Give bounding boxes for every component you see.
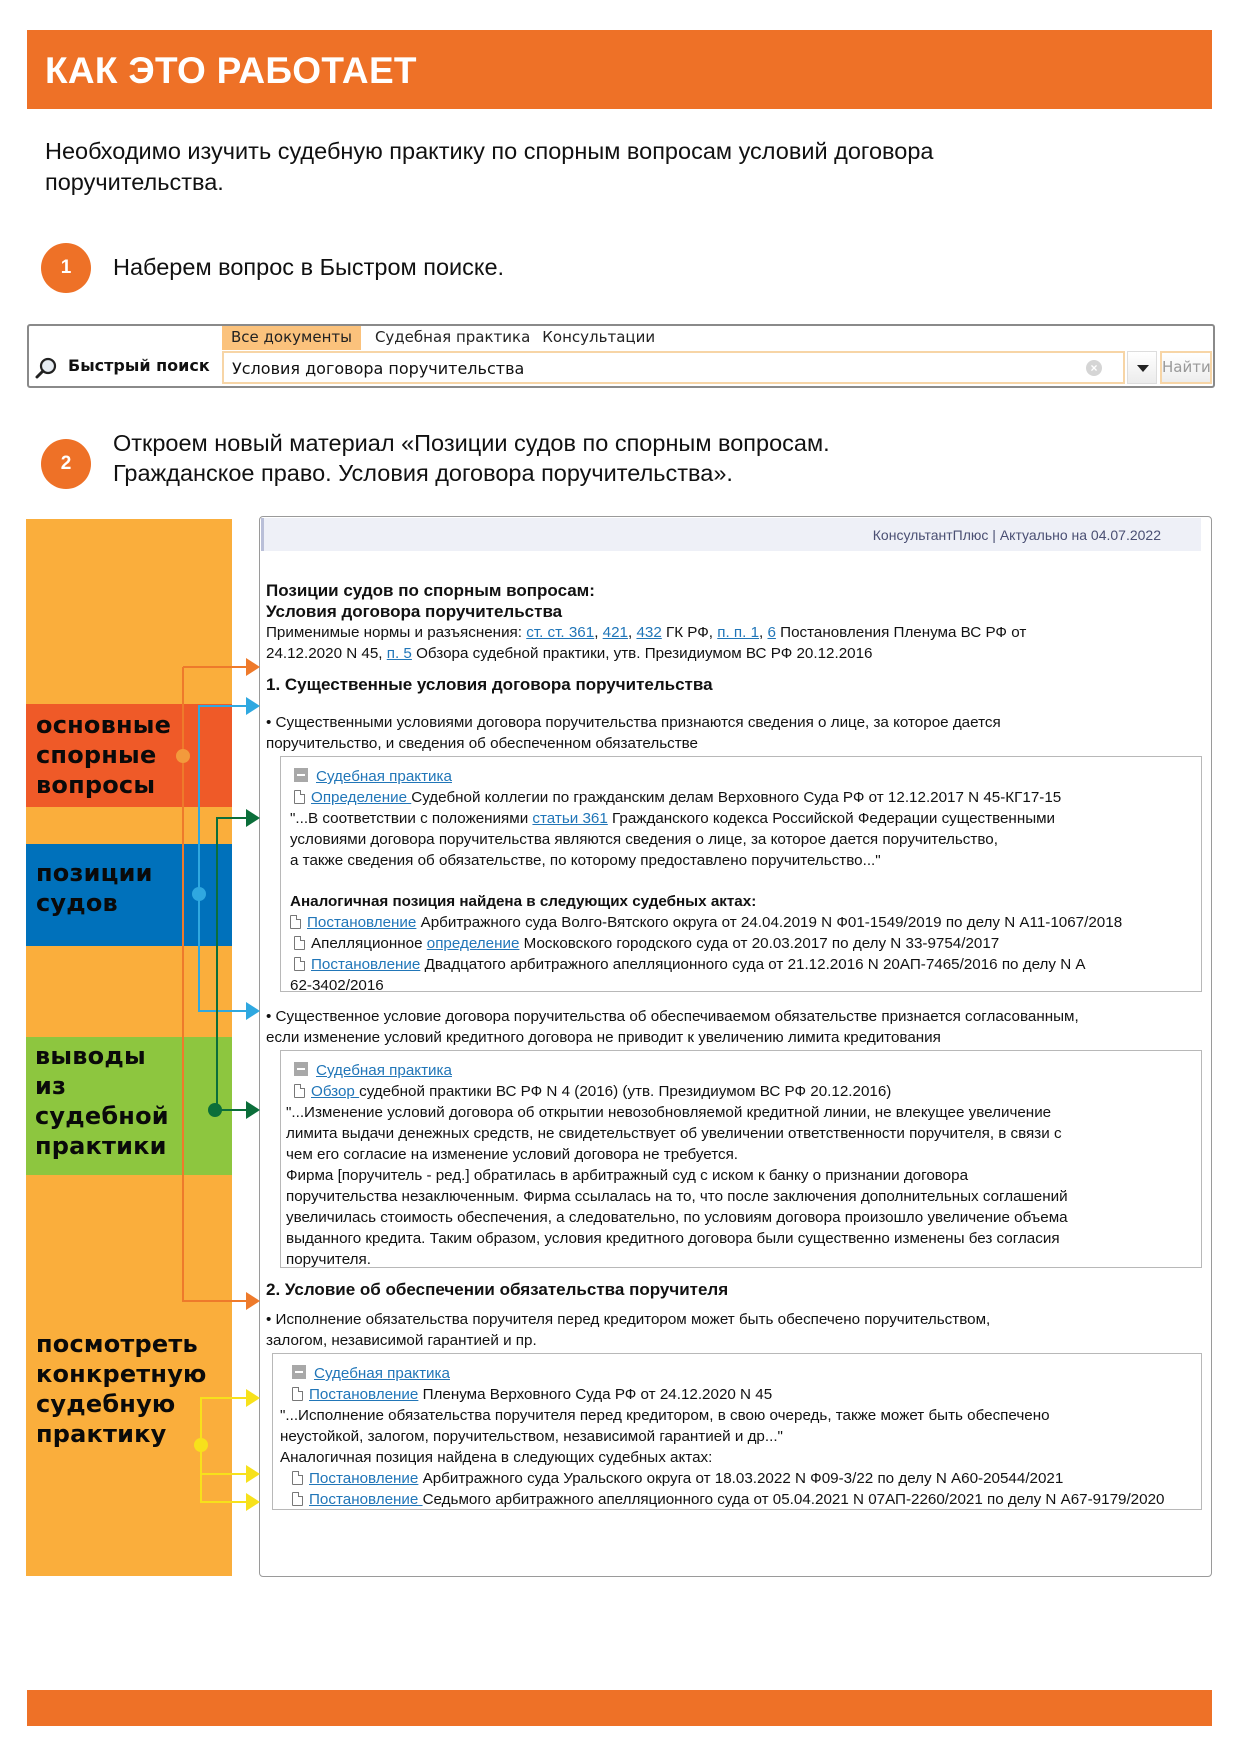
document-icon	[294, 936, 305, 950]
history-dropdown-button[interactable]	[1127, 351, 1157, 384]
position-2-line-1: • Существенное условие договора поручительства об обеспечиваемом обязательстве признается согласованным,	[266, 1008, 1079, 1025]
intro-text	[45, 136, 1145, 198]
practice-toggle[interactable]: Судебная практика	[294, 766, 452, 787]
arrow-right-icon	[246, 1389, 260, 1407]
step-1-text: Наберем вопрос в Быстром поиске.	[113, 254, 505, 280]
position-3-line-1: • Исполнение обязательства поручителя перед кредитором может быть обеспечено поручительством,	[266, 1311, 991, 1328]
quote-line: "...В соответствии с положениями статьи 361 Гражданского кодекса Российской Федерации существенными	[290, 810, 1056, 827]
quote-line: поручительства незаключенным. Фирма ссылалась на то, что после заключения дополнительных соглашений	[286, 1188, 1068, 1205]
document-icon	[292, 1387, 303, 1401]
legend-main-questions	[26, 704, 232, 807]
step-number-badge: 2	[41, 439, 91, 489]
collapse-icon[interactable]	[294, 768, 308, 782]
arrow-right-icon	[246, 1465, 260, 1483]
find-button[interactable]: Найти	[1160, 351, 1212, 384]
collapse-icon[interactable]	[292, 1365, 306, 1379]
clear-icon[interactable]: ×	[1086, 360, 1102, 376]
section-2-heading[interactable]: 2. Условие об обеспечении обязательства поручителя	[266, 1280, 729, 1299]
article-link[interactable]: статьи 361	[532, 810, 608, 827]
legend-label: позиции судов	[36, 859, 153, 917]
norm-link[interactable]: п. п. 1	[717, 624, 760, 641]
arrow-right-icon	[246, 809, 260, 827]
similar-act-cont: 62-3402/2016	[290, 977, 384, 994]
norm-link[interactable]: ст. ст. 361	[526, 624, 595, 641]
document-window	[259, 516, 1212, 1577]
similar-act: Постановление Арбитражного суда Уральского округа от 18.03.2022 N Ф09-3/22 по делу N А60-20544/2021	[292, 1468, 1063, 1489]
quote-line: выданного кредита. Таким образом, условия кредитного договора были существенно изменены без согласия	[286, 1230, 1060, 1247]
legend-label: выводы из судебной практики	[35, 1042, 169, 1160]
norms-line-2: 24.12.2020 N 45, п. 5 Обзора судебной практики, утв. Президиумом ВС РФ 20.12.2016	[266, 645, 873, 662]
tab-consultations[interactable]: Консультации	[542, 328, 656, 346]
title-banner	[27, 30, 1212, 109]
arrow-right-icon	[246, 1002, 260, 1020]
arrow-right-icon	[246, 658, 260, 676]
practice-toggle[interactable]: Судебная практика	[294, 1060, 452, 1081]
similar-act: Постановление Арбитражного суда Волго-Вятского округа от 24.04.2019 N Ф01-1549/2019 по делу N А11-1067/2018	[290, 912, 1122, 933]
document-status: КонсультантПлюс | Актуально на 04.07.2022	[872, 527, 1161, 543]
practice-doc: Определение Судебной коллегии по гражданским делам Верховного Суда РФ от 12.12.2017 N 45-КГ17-15	[294, 787, 1061, 808]
quote-line: Фирма [поручитель - ред.] обратилась в арбитражный суд с иском к банку о признании договора	[286, 1167, 969, 1184]
legend-label: основные спорные вопросы	[36, 711, 172, 799]
quote-line: неустойкой, залогом, поручительством, независимой гарантией и др..."	[280, 1428, 783, 1445]
similar-act: Апелляционное определение Московского городского суда от 20.03.2017 по делу N 33-9754/2017	[294, 933, 999, 954]
practice-doc: Постановление Пленума Верховного Суда РФ от 24.12.2020 N 45	[292, 1384, 772, 1405]
doc-link[interactable]: Постановление	[309, 1386, 419, 1403]
intro-line-2: поручительства.	[45, 169, 224, 195]
quote-line: лимита выдачи денежных средств, не свидетельствует об увеличении ответственности поручителя, в связи с	[286, 1125, 1062, 1142]
norm-link[interactable]: 432	[636, 624, 662, 641]
arrow-right-icon	[246, 1292, 260, 1310]
similar-heading: Аналогичная позиция найдена в следующих судебных актах:	[290, 893, 757, 910]
collapse-icon[interactable]	[294, 1062, 308, 1076]
norms-line-1: Применимые нормы и разъяснения: ст. ст. 361, 421, 432 ГК РФ, п. п. 1, 6 Постановления Пленума ВС РФ от	[266, 624, 1027, 641]
step-2-text-line-1: Откроем новый материал «Позиции судов по спорным вопросам.	[113, 430, 830, 456]
legend-practice-conclusions	[26, 1037, 232, 1175]
doc-title-1: Позиции судов по спорным вопросам:	[266, 581, 595, 600]
quick-search-bar	[27, 324, 1215, 388]
document-icon	[294, 1084, 305, 1098]
position-2-line-2: если изменение условий кредитного договора не приводит к увеличению лимита кредитования	[266, 1029, 941, 1046]
practice-doc: Обзор судебной практики ВС РФ N 4 (2016) (утв. Президиумом ВС РФ 20.12.2016)	[294, 1081, 891, 1102]
quick-search-label: Быстрый поиск	[68, 356, 210, 375]
position-1-line-1: • Существенными условиями договора поручительства признаются сведения о лице, за которое дается	[266, 714, 1001, 731]
practice-toggle[interactable]: Судебная практика	[292, 1363, 450, 1384]
search-field[interactable]	[222, 351, 1125, 384]
quote-line: "...Изменение условий договора об открытии невозобновляемой кредитной линии, не влекущее увеличение	[286, 1104, 1052, 1121]
document-header	[261, 518, 1201, 551]
position-3-line-2: залогом, независимой гарантией и пр.	[266, 1332, 537, 1349]
arrow-right-icon	[246, 697, 260, 715]
legend-column	[26, 519, 232, 1576]
similar-heading: Аналогичная позиция найдена в следующих судебных актах:	[280, 1449, 713, 1466]
legend-court-positions	[26, 844, 232, 946]
step-number-badge: 1	[41, 243, 91, 293]
footer-banner	[27, 1690, 1212, 1726]
doc-title-2: Условия договора поручительства	[266, 602, 563, 621]
document-icon	[292, 1492, 303, 1506]
doc-link[interactable]: Определение	[311, 789, 412, 806]
quote-line: а также сведения об обязательстве, по которому предоставлено поручительство..."	[290, 852, 881, 869]
norm-link[interactable]: 6	[767, 624, 776, 641]
quote-line: условиями договора поручительства являются сведения о лице, за которое дается поручительство,	[290, 831, 998, 848]
magnifier-icon	[35, 356, 59, 380]
step-2-text-line-2: Гражданское право. Условия договора поручительства».	[113, 460, 733, 486]
page-title: КАК ЭТО РАБОТАЕТ	[45, 50, 417, 91]
similar-act: Постановление Седьмого арбитражного апелляционного суда от 05.04.2021 N 07АП-2260/2021 по делу N А67-9179/2020	[292, 1489, 1164, 1510]
similar-act: Постановление Двадцатого арбитражного апелляционного суда от 21.12.2016 N 20АП-7465/2016 по делу N А	[294, 954, 1086, 975]
quote-line: "...Исполнение обязательства поручителя перед кредитором, в свою очередь, также может быть обеспечено	[280, 1407, 1050, 1424]
doc-link[interactable]: Обзор	[311, 1083, 360, 1100]
norm-link[interactable]: 421	[602, 624, 628, 641]
search-input[interactable]	[232, 357, 1052, 379]
tab-court-practice[interactable]: Судебная практика	[374, 328, 531, 346]
quote-line: поручителя.	[286, 1251, 371, 1268]
norm-link[interactable]: п. 5	[386, 645, 412, 662]
search-scope-tabs	[222, 326, 661, 350]
document-icon	[294, 957, 305, 971]
quote-line: увеличилась стоимость обеспечения, а следовательно, по условиям договора произошло увеличение объема	[286, 1209, 1068, 1226]
legend-view-practice	[26, 1329, 232, 1459]
arrow-right-icon	[246, 1493, 260, 1511]
quote-line: чем его согласие на изменение условий договора не требуется.	[286, 1146, 739, 1163]
legend-label: посмотреть конкретную судебную практику	[36, 1330, 207, 1448]
tab-all-documents[interactable]: Все документы	[222, 326, 361, 350]
document-icon	[294, 790, 305, 804]
arrow-right-icon	[246, 1101, 260, 1119]
section-1-heading[interactable]: 1. Существенные условия договора поручительства	[266, 675, 713, 694]
intro-line-1: Необходимо изучить судебную практику по спорным вопросам условий договора	[45, 138, 934, 164]
document-icon	[292, 1471, 303, 1485]
document-icon	[290, 915, 301, 929]
position-1-line-2: поручительство, и сведения об обеспеченном обязательстве	[266, 735, 698, 752]
